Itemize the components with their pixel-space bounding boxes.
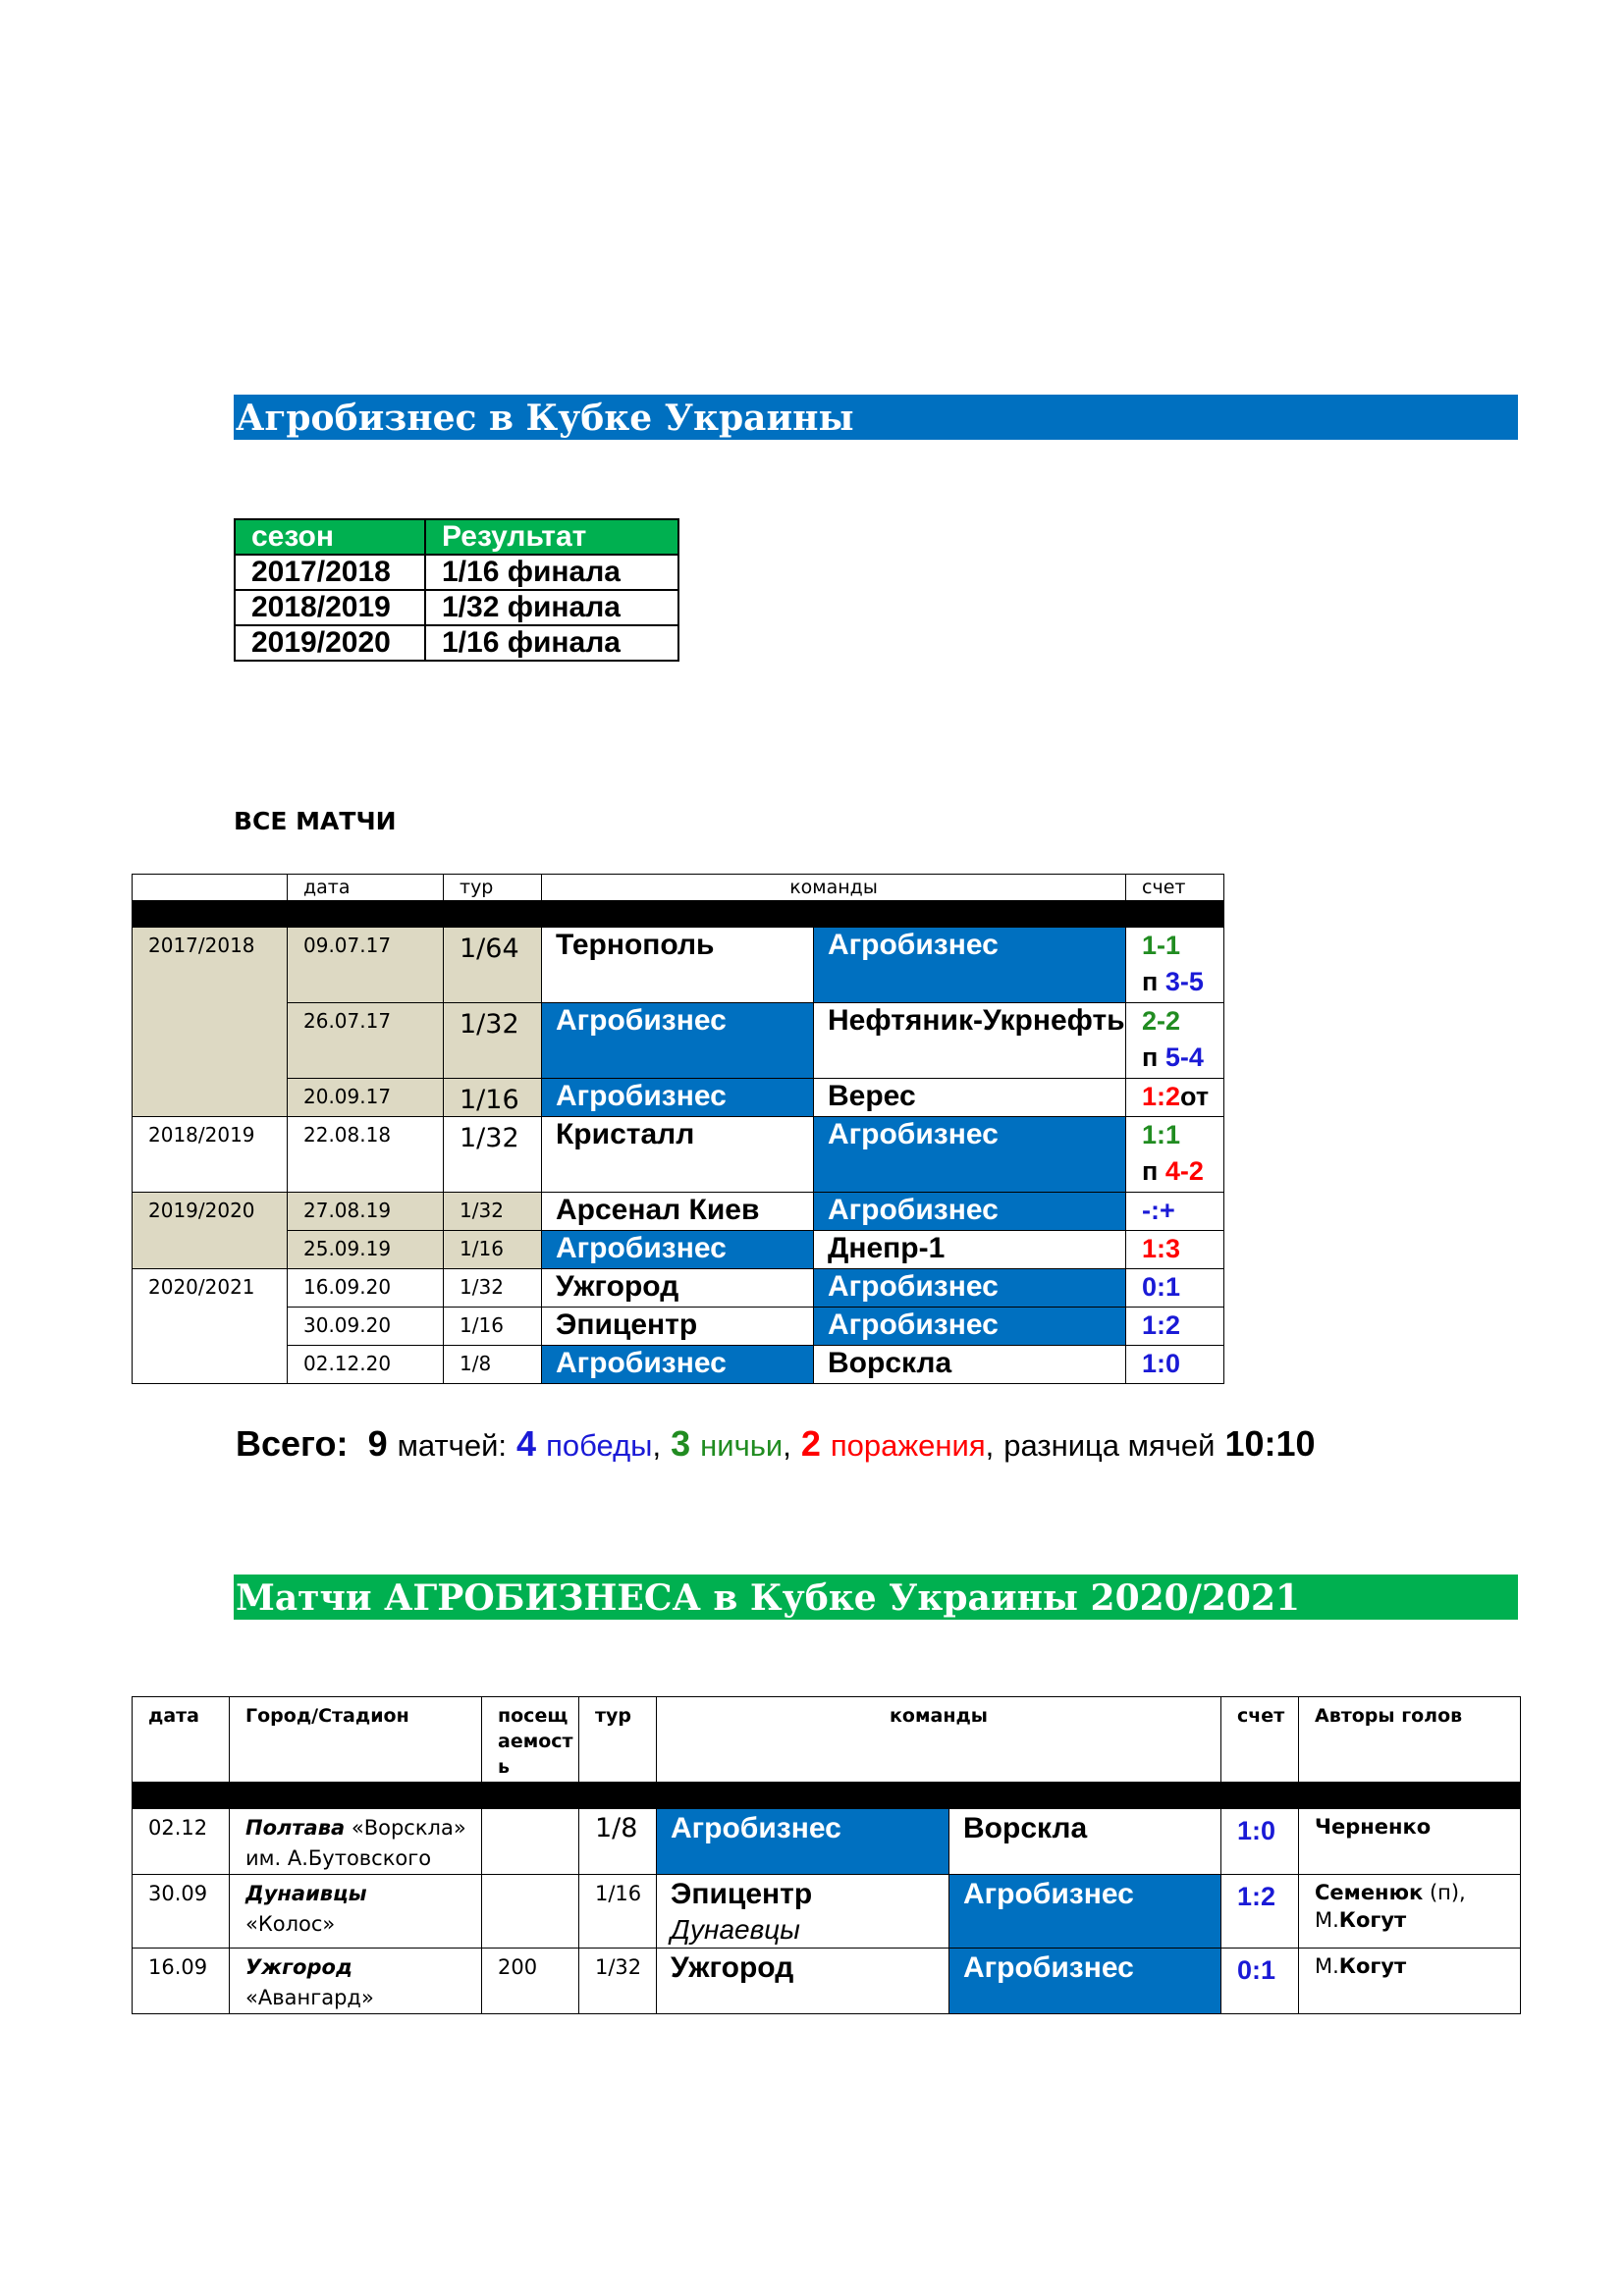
score-main: 2-2 xyxy=(1142,1006,1181,1036)
season-table xyxy=(132,1696,1521,2014)
date-cell: 02.12.20 xyxy=(288,1346,444,1384)
home-team: Ужгород xyxy=(657,1949,949,2014)
table-row xyxy=(133,1079,1224,1117)
home-team: Агробизнес xyxy=(542,1079,814,1117)
date-cell: 09.07.17 xyxy=(288,928,444,1003)
summary-row xyxy=(235,625,678,661)
date-cell: 25.09.19 xyxy=(288,1231,444,1269)
home-team: Эпицентр xyxy=(542,1308,814,1346)
score-cell: 1:3 xyxy=(1126,1231,1224,1269)
city: Ужгород xyxy=(245,1955,352,1979)
score-cell xyxy=(1126,928,1224,1003)
tour-cell: 1/16 xyxy=(444,1308,542,1346)
totals-line: Всего: 9 матчей: 4 победы, 3 ничьи, 2 поражения, разница мячей 10:10 xyxy=(236,1423,1316,1464)
header-tour: тур xyxy=(579,1697,657,1783)
stadium: «Авангард» xyxy=(245,1986,374,2009)
tour-cell: 1/16 xyxy=(444,1231,542,1269)
total-matches-word: матчей: xyxy=(397,1428,508,1463)
header-city: Город/Стадион xyxy=(230,1697,482,1783)
home-team-city: Дунаевцы xyxy=(671,1914,800,1945)
home-team-cell xyxy=(657,1875,949,1949)
away-team: Ворскла xyxy=(814,1346,1126,1384)
header-teams: команды xyxy=(657,1697,1221,1783)
attendance-cell xyxy=(482,1809,579,1875)
tour-cell: 1/32 xyxy=(579,1949,657,2014)
tour-cell: 1/32 xyxy=(444,1117,542,1193)
total-losses: 2 xyxy=(800,1423,821,1464)
score-cell: 0:1 xyxy=(1126,1269,1224,1308)
venue-cell xyxy=(230,1875,482,1949)
table-row xyxy=(133,1231,1224,1269)
home-team: Ужгород xyxy=(542,1269,814,1308)
scorer-note: (п), М. xyxy=(1315,1881,1466,1932)
venue-cell xyxy=(230,1949,482,2014)
score-cell: 1:2 xyxy=(1126,1308,1224,1346)
summary-result: 1/16 финала xyxy=(425,555,678,590)
scorer-name: Когут xyxy=(1338,1954,1407,1978)
summary-season: 2019/2020 xyxy=(235,625,425,661)
separator-row xyxy=(133,901,1224,928)
summary-header-season: сезон xyxy=(235,519,425,555)
header-date: дата xyxy=(288,875,444,901)
tour-cell: 1/32 xyxy=(444,1193,542,1231)
season-title: Матчи АГРОБИЗНЕСА в Кубке Украины 2020/2021 xyxy=(234,1575,1518,1620)
separator-cell xyxy=(133,1783,1521,1809)
home-team: Агробизнес xyxy=(542,1346,814,1384)
header-score: счет xyxy=(1126,875,1224,901)
date-cell: 22.08.18 xyxy=(288,1117,444,1193)
attendance-cell xyxy=(482,1875,579,1949)
stadium: «Ворскла» им. А.Бутовского xyxy=(245,1816,466,1870)
home-team: Агробизнес xyxy=(657,1809,949,1875)
city: Полтава xyxy=(245,1816,346,1840)
summary-result: 1/32 финала xyxy=(425,590,678,625)
away-team: Агробизнес xyxy=(814,1308,1126,1346)
summary-row xyxy=(235,590,678,625)
date-cell: 16.09.20 xyxy=(288,1269,444,1308)
table-row xyxy=(133,1346,1224,1384)
all-matches-table xyxy=(132,874,1224,1384)
scorers-cell xyxy=(1299,1875,1521,1949)
score-cell: 0:1 xyxy=(1221,1949,1299,2014)
date-cell: 20.09.17 xyxy=(288,1079,444,1117)
total-wins-word: победы xyxy=(546,1428,653,1463)
date-cell: 26.07.17 xyxy=(288,1003,444,1079)
header-tour: тур xyxy=(444,875,542,901)
season-cell: 2018/2019 xyxy=(133,1117,288,1193)
table-row xyxy=(133,1193,1224,1231)
score-suffix: от xyxy=(1180,1082,1210,1111)
table-row xyxy=(133,928,1224,1003)
summary-season: 2018/2019 xyxy=(235,590,425,625)
penalty-prefix: п xyxy=(1142,1042,1159,1072)
total-label: Всего: xyxy=(236,1423,349,1464)
away-team: Агробизнес xyxy=(949,1949,1221,2014)
away-team: Агробизнес xyxy=(814,1193,1126,1231)
tour-cell: 1/16 xyxy=(444,1079,542,1117)
header-scorers: Авторы голов xyxy=(1299,1697,1521,1783)
score-cell: 1:0 xyxy=(1221,1809,1299,1875)
summary-header-result: Результат xyxy=(425,519,678,555)
date-cell: 30.09 xyxy=(133,1875,230,1949)
season-header-row xyxy=(133,1697,1521,1783)
scorer-note: М. xyxy=(1315,1954,1339,1978)
table-row xyxy=(133,1308,1224,1346)
away-team: Агробизнес xyxy=(949,1875,1221,1949)
tour-cell: 1/32 xyxy=(444,1269,542,1308)
stadium: «Колос» xyxy=(245,1912,336,1936)
header-attendance: посещаемость xyxy=(482,1697,579,1783)
home-team: Арсенал Киев xyxy=(542,1193,814,1231)
score-main: 1:1 xyxy=(1142,1120,1181,1149)
home-team: Эпицентр xyxy=(671,1878,813,1910)
table-row xyxy=(133,1949,1521,2014)
summary-result: 1/16 финала xyxy=(425,625,678,661)
penalty-prefix: п xyxy=(1142,1156,1159,1186)
summary-season: 2017/2018 xyxy=(235,555,425,590)
scorers-cell: Черненко xyxy=(1299,1809,1521,1875)
scorer-name: Семенюк xyxy=(1315,1881,1424,1904)
table-row xyxy=(133,1003,1224,1079)
penalty-score: 5-4 xyxy=(1164,1042,1204,1072)
score-main: 1:2 xyxy=(1142,1082,1181,1111)
scorers-cell xyxy=(1299,1949,1521,2014)
score-main: 1-1 xyxy=(1142,931,1181,960)
table-row xyxy=(133,1875,1521,1949)
total-wins: 4 xyxy=(516,1423,537,1464)
header-date: дата xyxy=(133,1697,230,1783)
header-score: счет xyxy=(1221,1697,1299,1783)
penalty-prefix: п xyxy=(1142,967,1159,996)
matches-header-row xyxy=(133,875,1224,901)
separator-row xyxy=(133,1783,1521,1809)
tour-cell: 1/64 xyxy=(444,928,542,1003)
date-cell: 16.09 xyxy=(133,1949,230,2014)
tour-cell: 1/32 xyxy=(444,1003,542,1079)
score-cell xyxy=(1126,1117,1224,1193)
header-empty xyxy=(133,875,288,901)
venue-cell xyxy=(230,1809,482,1875)
total-losses-word: поражения xyxy=(830,1428,986,1463)
total-matches: 9 xyxy=(367,1423,388,1464)
date-cell: 30.09.20 xyxy=(288,1308,444,1346)
penalty-score: 4-2 xyxy=(1164,1156,1204,1186)
season-cell: 2019/2020 xyxy=(133,1193,288,1269)
city: Дунаивцы xyxy=(245,1882,367,1905)
home-team: Кристалл xyxy=(542,1117,814,1193)
score-cell: -:+ xyxy=(1126,1193,1224,1231)
home-team: Агробизнес xyxy=(542,1231,814,1269)
tour-cell: 1/16 xyxy=(579,1875,657,1949)
total-draws: 3 xyxy=(671,1423,691,1464)
date-cell: 27.08.19 xyxy=(288,1193,444,1231)
away-team: Верес xyxy=(814,1079,1126,1117)
total-diff-word: разница мячей xyxy=(1003,1428,1216,1463)
season-cell: 2017/2018 xyxy=(133,928,288,1117)
page-title: Агробизнес в Кубке Украины xyxy=(234,395,1518,440)
tour-cell: 1/8 xyxy=(444,1346,542,1384)
separator-cell xyxy=(133,901,1224,928)
summary-row xyxy=(235,555,678,590)
total-diff: 10:10 xyxy=(1224,1423,1316,1464)
header-teams: команды xyxy=(542,875,1126,901)
table-row xyxy=(133,1117,1224,1193)
season-cell: 2020/2021 xyxy=(133,1269,288,1384)
date-cell: 02.12 xyxy=(133,1809,230,1875)
table-row xyxy=(133,1269,1224,1308)
away-team: Агробизнес xyxy=(814,1117,1126,1193)
penalty-score: 3-5 xyxy=(1164,967,1204,996)
score-cell xyxy=(1126,1079,1224,1117)
away-team: Нефтяник-Укрнефть xyxy=(814,1003,1126,1079)
summary-table xyxy=(234,518,679,662)
home-team: Тернополь xyxy=(542,928,814,1003)
scorer-name: Когут xyxy=(1338,1908,1407,1932)
attendance-cell: 200 xyxy=(482,1949,579,2014)
total-draws-word: ничьи xyxy=(700,1428,784,1463)
tour-cell: 1/8 xyxy=(579,1809,657,1875)
summary-header-row xyxy=(235,519,678,555)
away-team: Днепр-1 xyxy=(814,1231,1126,1269)
away-team: Ворскла xyxy=(949,1809,1221,1875)
away-team: Агробизнес xyxy=(814,1269,1126,1308)
score-cell xyxy=(1126,1003,1224,1079)
score-cell: 1:2 xyxy=(1221,1875,1299,1949)
table-row xyxy=(133,1809,1521,1875)
away-team: Агробизнес xyxy=(814,928,1126,1003)
home-team: Агробизнес xyxy=(542,1003,814,1079)
all-matches-heading: ВСЕ МАТЧИ xyxy=(234,807,397,835)
score-cell: 1:0 xyxy=(1126,1346,1224,1384)
